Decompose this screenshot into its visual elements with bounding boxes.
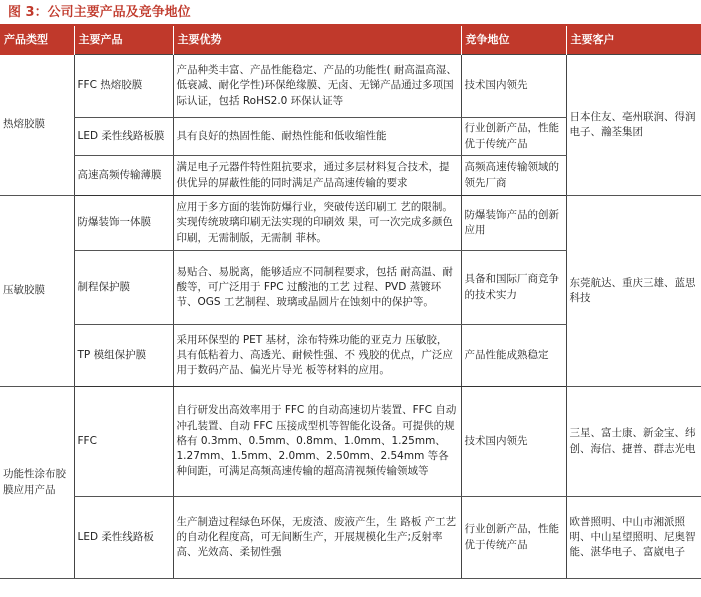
customer-cell: 日本住友、亳州联润、得润电子、瀚荃集团 (566, 55, 701, 196)
figure-title: 图 3：公司主要产品及竞争地位 (0, 0, 701, 26)
customer-cell: 欧普照明、中山市湘派照明、中山星望照明、尼奥智能、湛华电子、富崴电子 (566, 497, 701, 579)
customer-cell: 三星、富士康、新金宝、纬创、海信、捷普、群志光电 (566, 387, 701, 497)
advantage-cell: 生产制造过程绿色环保，无废渣、废液产生，生 路板 产工艺的自动化程度高，可无间断生产，开展规模化生产;反射率高、光效高、柔韧性强 (173, 497, 461, 579)
competition-cell: 行业创新产品，性能优于传统产品 (461, 118, 566, 156)
table-row (0, 497, 701, 579)
product-cell: FFC (74, 387, 173, 497)
header-advantage: 主要优势 (173, 26, 461, 55)
product-cell: FFC 热熔胶膜 (74, 55, 173, 118)
header-competition: 竞争地位 (461, 26, 566, 55)
product-cell: LED 柔性线路板 (74, 497, 173, 579)
advantage-cell: 采用环保型的 PET 基材，涂布特殊功能的亚克力 压敏胶，具有低粘着力、高透光、耐候性强、不 残胶的优点，广泛应用于数码产品、偏光片导光 板等材料的应用。 (173, 325, 461, 387)
product-cell: 制程保护膜 (74, 251, 173, 325)
competition-cell: 防爆装饰产品的创新应用 (461, 196, 566, 251)
category-cell: 压敏胶膜 (0, 196, 74, 387)
competition-cell: 高频高速传输领域的领先厂商 (461, 156, 566, 196)
product-cell: LED 柔性线路板膜 (74, 118, 173, 156)
advantage-cell: 产品种类丰富、产品性能稳定、产品的功能性( 耐高温高湿、低衰减、耐化学性)环保绝缘膜、无卤、无锑产品通过多项国际认证，包括 RoHS2.0 环保认证等 (173, 55, 461, 118)
product-cell: 高速高频传输薄膜 (74, 156, 173, 196)
table-row (0, 55, 701, 118)
advantage-cell: 易贴合、易脱离，能够适应不同制程要求，包括 耐高温、耐酸等，可广泛用于 FPC 过酸池的工艺 过程、PVD 蒸镀环节、OGS 工艺制程、玻璃或晶圆片在蚀刻中的保护等。 (173, 251, 461, 325)
advantage-cell: 自行研发出高效率用于 FFC 的自动高速切片装置、FFC 自动冲孔装置、自动 FFC 压接成型机等智能化设备。可提供的规格有 0.3mm、0.5mm、0.8mm、1.0mm、1.25mm、1.27mm、1.5mm、2.0mm、2.50mm、2.54mm 等各种间距，可满足高频高速传输的超高清视频传输领域等 (173, 387, 461, 497)
customer-cell: 东莞航达、重庆三雄、蓝思科技 (566, 196, 701, 387)
category-cell: 功能性涂布胶膜应用产品 (0, 387, 74, 579)
product-table (0, 26, 701, 579)
table-header-row (0, 26, 701, 55)
competition-cell: 技术国内领先 (461, 55, 566, 118)
advantage-cell: 应用于多方面的装饰防爆行业，突破传送印刷工 艺的限制。实现传统玻璃印刷无法实现的印刷效 果，可一次完成多颜色印刷，无需制版，无需制 菲林。 (173, 196, 461, 251)
advantage-cell: 具有良好的热固性能、耐热性能和低收缩性能 (173, 118, 461, 156)
product-cell: 防爆装饰一体膜 (74, 196, 173, 251)
competition-cell: 技术国内领先 (461, 387, 566, 497)
table-row (0, 196, 701, 251)
competition-cell: 产品性能成熟稳定 (461, 325, 566, 387)
product-cell: TP 模组保护膜 (74, 325, 173, 387)
advantage-cell: 满足电子元器件特性阻抗要求，通过多层材料复合技术，提供优异的屏蔽性能的同时满足产品高速传输的要求 (173, 156, 461, 196)
competition-cell: 具备和国际厂商竞争的技术实力 (461, 251, 566, 325)
header-category: 产品类型 (0, 26, 74, 55)
category-cell: 热熔胶膜 (0, 55, 74, 196)
header-product: 主要产品 (74, 26, 173, 55)
competition-cell: 行业创新产品，性能优于传统产品 (461, 497, 566, 579)
table-row (0, 387, 701, 497)
header-customer: 主要客户 (566, 26, 701, 55)
